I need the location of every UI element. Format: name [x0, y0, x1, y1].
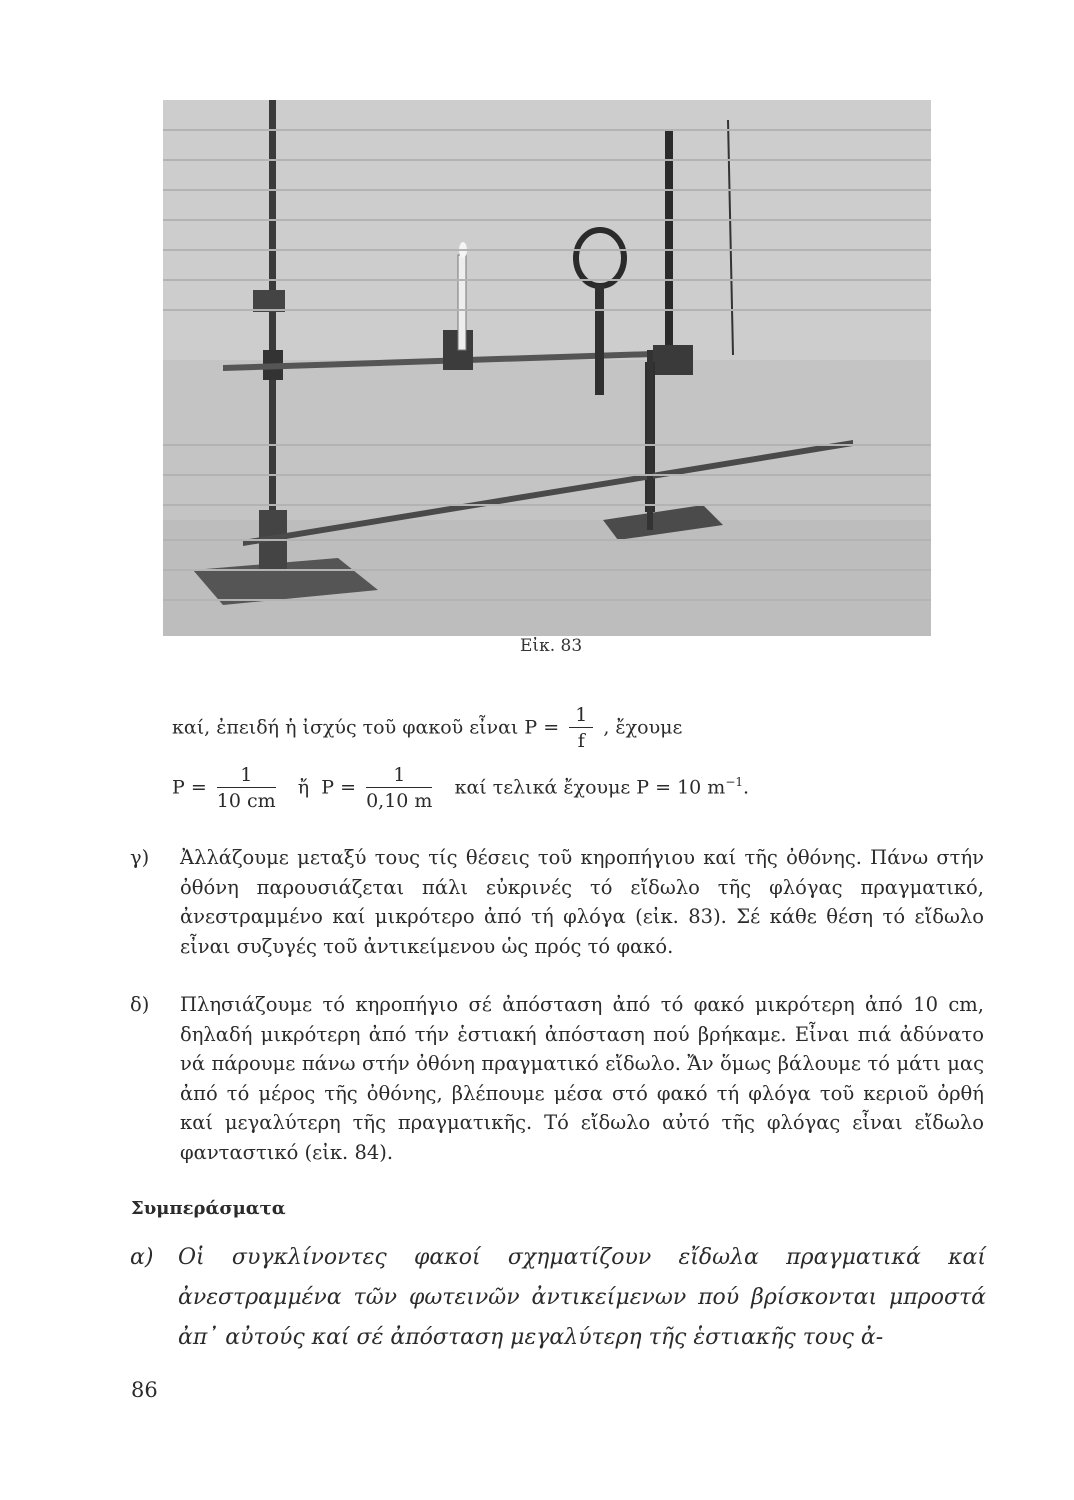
paragraph-gamma [130, 843, 984, 961]
optics-bench-photo-icon [163, 100, 931, 636]
fraction-one-over-10cm [217, 763, 276, 814]
equation-text: καί, ἐπειδή ἡ ἰσχύς τοῦ φακοῦ εἶναι P = [172, 716, 560, 739]
fraction-denominator: 10 cm [216, 790, 276, 812]
fraction-one-over-010m [366, 763, 432, 814]
section-heading: Συμπεράσματα [131, 1198, 286, 1219]
equation-result [172, 763, 749, 814]
paragraph-text: Ἀλλάζουμε μεταξύ τους τίς θέσεις τοῦ κηροπήγιου καί τῆς ὀθόνης. Πάνω στήν ὀθόνη παρουσιάζεται πάλι εὐκρινές τό εἴδωλο τῆς φλόγας πραγματικό, ἀνεστραμμένο καί μικρότερο ἀπό τή φλόγα (εἰκ. 83). Σέ κάθε θέση τό εἴδωλο εἶναι συζυγές τοῦ ἀντικείμενου ὡς πρός τό φακό. [180, 846, 984, 958]
conclusion-text: Οἱ συγκλίνοντες φακοί σχηματίζουν εἴδωλα πραγματικά καί ἀνεστραμμένα τῶν φωτεινῶν ἀντικείμενων πού βρίσκονται μπροστά ἀπ᾽ αὐτούς καί σέ ἀπόσταση μεγαλύτερη τῆς ἑστιακῆς τους ἀ- [178, 1245, 986, 1350]
conclusion-label: α) [130, 1245, 154, 1270]
equation-lhs: P = [172, 776, 207, 799]
fraction-numerator: 1 [366, 763, 432, 788]
figure-caption: Εἰκ. 83 [520, 636, 583, 656]
equation-or: ἤ [297, 776, 310, 799]
equation-result-text: καί τελικά ἔχουμε P = 10 m [454, 776, 726, 799]
fraction-numerator: 1 [569, 703, 593, 728]
equation-tail: , ἔχουμε [603, 716, 683, 739]
fraction-numerator: 1 [217, 763, 276, 788]
paragraph-delta [130, 990, 984, 1167]
equation-exponent: −1 [725, 775, 744, 790]
fraction-denominator: 0,10 m [366, 790, 433, 812]
conclusion-alpha [130, 1238, 986, 1358]
figure-photo [163, 100, 931, 636]
paragraph-label: δ) [130, 993, 150, 1016]
equation-power [172, 703, 682, 754]
fraction-one-over-f [569, 703, 593, 754]
page-number: 86 [131, 1378, 158, 1402]
paragraph-text: Πλησιάζουμε τό κηροπήγιο σέ ἀπόσταση ἀπό τό φακό μικρότερη ἀπό 10 cm, δηλαδή μικρότερη ἀπό τήν ἑστιακή ἀπόσταση πού βρήκαμε. Εἶναι πιά ἀδύνατο νά πάρουμε πάνω στήν ὀθόνη πραγματικό εἴδωλο. Ἄν ὅμως βάλουμε τό μάτι μας ἀπό τό μέρος τῆς ὀθόνης, βλέπουμε μέσα στό φακό τή φλόγα τοῦ κεριοῦ ὀρθή καί μεγαλύτερη τῆς πραγματικῆς. Τό εἴδωλο αὐτό τῆς φλόγας εἶναι εἴδωλο φανταστικό (εἰκ. 84). [180, 993, 984, 1164]
paragraph-label: γ) [130, 846, 150, 869]
equation-end: . [743, 776, 750, 799]
fraction-denominator: f [577, 730, 585, 752]
equation-lhs-2: P = [321, 776, 357, 799]
